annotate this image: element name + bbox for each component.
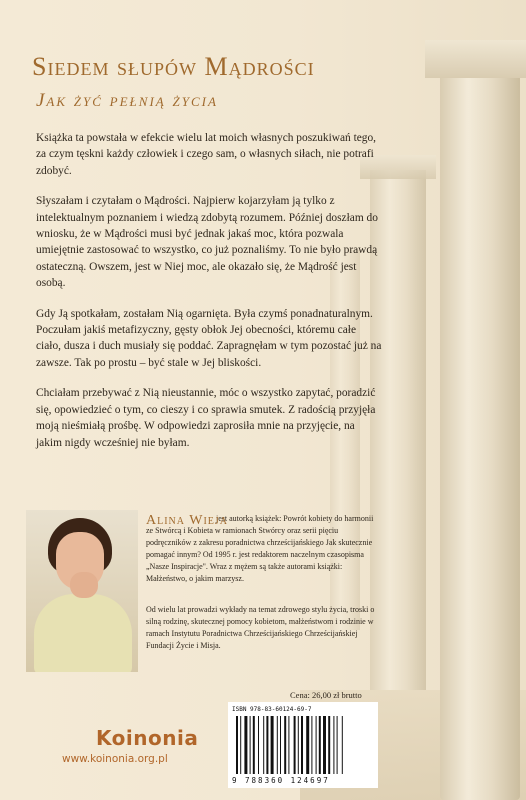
barcode-bar [294,716,296,774]
barcode-bar [342,716,343,774]
publisher-website: www.koinonia.org.pl [62,753,168,765]
barcode-bar [319,716,321,774]
barcode-bar [263,716,264,774]
barcode-bar [333,716,334,774]
barcode-bar [250,716,251,774]
blurb-paragraph: Słyszałam i czytałam o Mądrości. Najpierw kojarzyłam ją tylko z intelektualnym poznaniem i wiedzą zdobytą rozumem. Później doszłam do wniosku, że w Mądrości musi być jednak jakaś moc, która pozwala umiejętnie zastosować to wszystko, co już poznaliśmy. To nie było prawdą ostateczną. Owszem, jest w Niej moc, ale okazało się, że Mądrość jest osobą. [36,195,378,290]
barcode-bar [328,716,330,774]
barcode-bars [234,716,372,774]
barcode-bar [301,716,303,774]
blurb-paragraph: Chciałam przebywać z Nią nieustannie, móc o wszystko zapytać, poradzić się, opowiedzieć o tym, co cieszy i co sprawia smutek. Z radością przyjęła moją nieśmiałą prośbę. W odpowiedzi zaprosiła mnie na przyjęcie, na jakim nigdy wcześniej nie byłam. [36,387,376,449]
publisher-logo: Koinonia [96,726,199,750]
barcode-bar [280,716,281,774]
barcode-bar [253,716,255,774]
author-name: Alina Wieja [146,513,229,528]
price-label: Cena: 26,00 zł brutto [290,690,362,700]
barcode-bar [323,716,326,774]
barcode-bar [258,716,259,774]
blurb-paragraph: Gdy Ją spotkałam, zostałam Nią ogarnięta. Była czymś ponadnaturalnym. Poczułam jakiś metafizyczny, gęsty obłok Jej obecności, któremu całe ciało, dusza i duch musiały się poddać. Zapragnęłam w tym pozostać już na zawsze. Tak po prostu – być stale w Jej bliskości. [36,307,382,369]
book-subtitle: Jak żyć pełnią życia [36,90,218,111]
blurb-paragraph: Książka ta powstała w efekcie wielu lat moich własnych poszukiwań tego, za czym tęskni każdy człowiek i czego sam, o własnych siłach, nie potrafi zdobyć. [36,132,377,177]
barcode-bar [244,716,247,774]
background-column-large [440,60,520,800]
barcode-bar [240,716,241,774]
barcode-number: 9 788360 124697 [232,776,330,785]
author-photo-hand [70,572,98,598]
barcode-bar [316,716,317,774]
barcode-bar [298,716,299,774]
barcode-bar [266,716,268,774]
isbn-label: ISBN 978-83-60124-69-7 [232,706,312,713]
barcode-bar [306,716,309,774]
barcode-bar [277,716,278,774]
background-column-large-capital [425,40,526,78]
barcode-bar [311,716,312,774]
book-title: Siedem słupów Mądrości [32,52,315,81]
barcode-bar [236,716,238,774]
barcode-bar [337,716,338,774]
barcode-bar [284,716,286,774]
author-photo [26,510,138,672]
barcode-bar [271,716,274,774]
blurb [36,130,382,465]
barcode [228,702,378,788]
author-bio-continued: Od wielu lat prowadzi wykłady na temat zdrowego stylu życia, troski o silną rodzinę, skutecznej pomocy kobietom, małżeństwom i rodzinie w ramach Instytutu Poradnictwa Chrześcijańskiego Chrześcijańskiej Fundacji Życie i Misja. [146,605,375,650]
author-bio: jest autorką książek: Powrót kobiety do harmonii ze Stwórcą i Kobieta w ramionach Stwórcy oraz serii pięciu podręczników z zakresu poradnictwa chrześcijańskiego Jak skutecznie pomagać innym? Od 1995 r. jest redaktorem naczelnym czasopisma „Nasze Inspiracje". Wraz z mężem są także autorami książki: Małżeństwo, o jakim marzysz. [146,514,374,583]
author-photo-shirt [34,594,132,672]
barcode-bar [288,716,289,774]
